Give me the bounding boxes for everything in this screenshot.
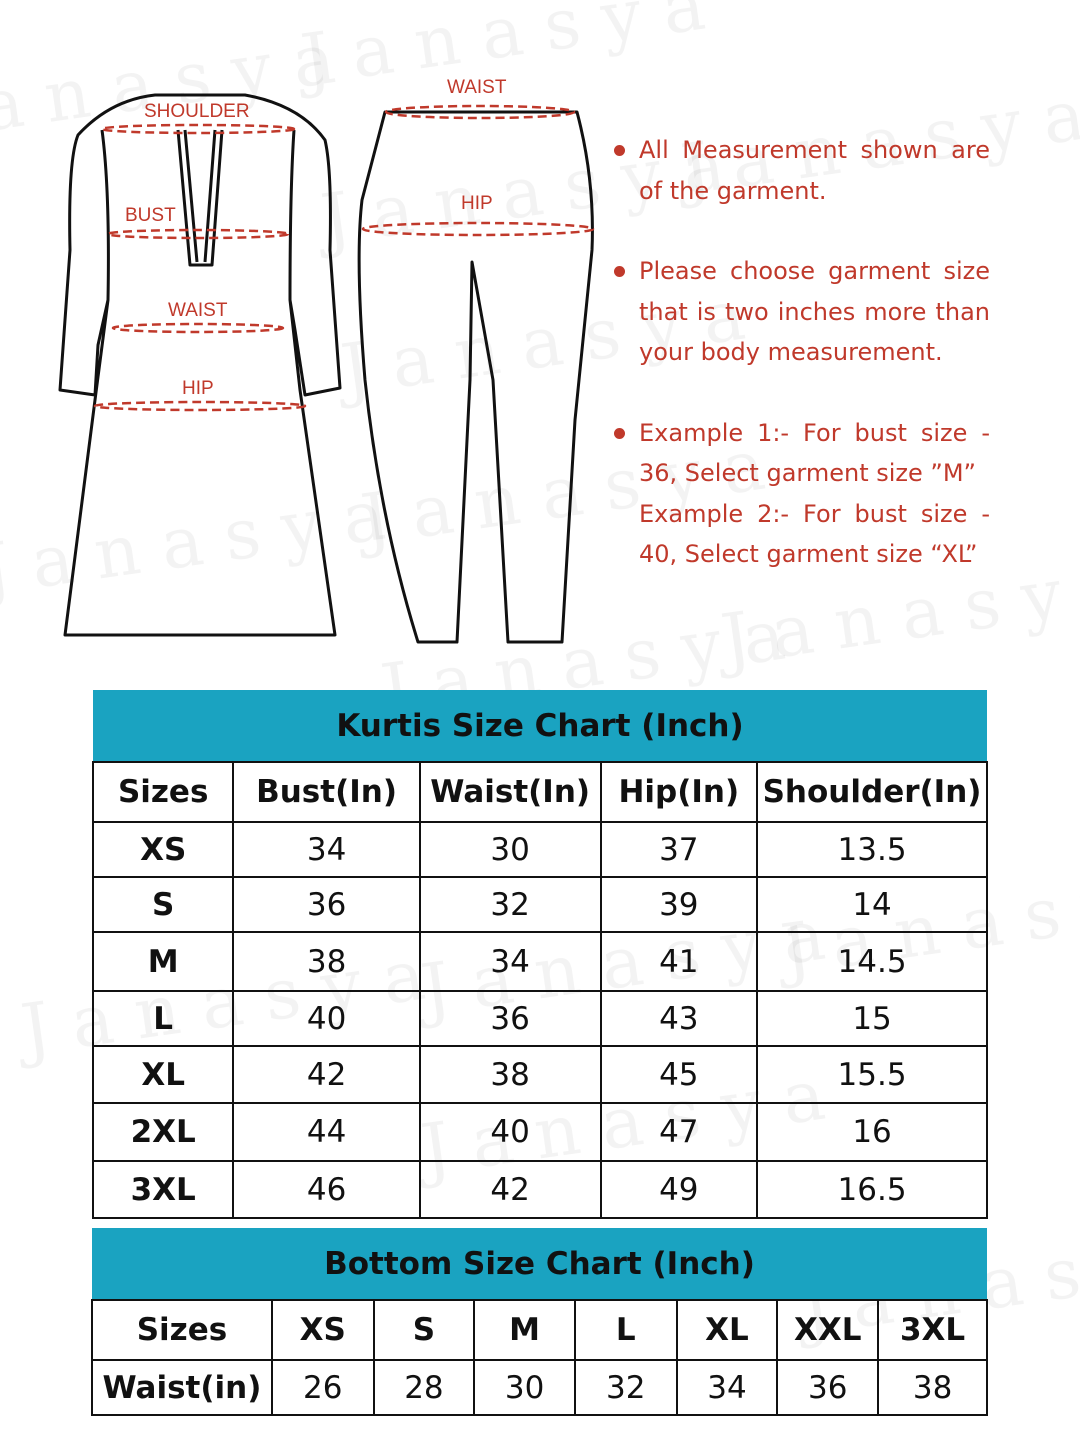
value-cell: 40 [233, 991, 419, 1046]
value-cell: 30 [420, 822, 601, 877]
value-cell: 46 [233, 1161, 419, 1218]
label-shoulder: SHOULDER [144, 101, 250, 122]
column-header: S [374, 1300, 475, 1360]
note-item: Please choose garment size that is two inches more than your body measurement. [612, 251, 990, 373]
table-row [93, 1161, 987, 1218]
value-cell: 32 [420, 877, 601, 932]
label-pant-hip: HIP [461, 193, 493, 214]
value-cell: 39 [601, 877, 758, 932]
value-cell: 15.5 [757, 1046, 987, 1103]
bottom-chart-title: Bottom Size Chart (Inch) [92, 1228, 987, 1300]
column-header: XXL [777, 1300, 878, 1360]
column-header: Bust(In) [233, 762, 419, 822]
table-row [93, 1103, 987, 1161]
label-hip: HIP [182, 378, 214, 399]
value-cell: 34 [233, 822, 419, 877]
value-cell: 32 [575, 1360, 677, 1415]
note-item: All Measurement shown are of the garment. [612, 130, 990, 211]
value-cell: 49 [601, 1161, 758, 1218]
note-item: Example 1:- For bust size - 36, Select garment size ”M” Example 2:- For bust size - 40, Select garment size “XL” [612, 413, 990, 575]
label-waist: WAIST [168, 300, 228, 321]
column-header: Waist(In) [420, 762, 601, 822]
row-label: Waist(in) [92, 1360, 272, 1415]
pant-illustration [359, 112, 592, 642]
value-cell: 13.5 [757, 822, 987, 877]
value-cell: 16.5 [757, 1161, 987, 1218]
value-cell: 47 [601, 1103, 758, 1161]
value-cell: 42 [233, 1046, 419, 1103]
label-pant-waist: WAIST [447, 77, 507, 98]
table-row [93, 932, 987, 991]
table-row [93, 1046, 987, 1103]
value-cell: 30 [474, 1360, 575, 1415]
value-cell: 28 [374, 1360, 475, 1415]
value-cell: 42 [420, 1161, 601, 1218]
column-header: M [474, 1300, 575, 1360]
table-row [93, 991, 987, 1046]
column-header: 3XL [878, 1300, 987, 1360]
measurement-notes [612, 130, 990, 575]
value-cell: 40 [420, 1103, 601, 1161]
value-cell: 38 [233, 932, 419, 991]
value-cell: 37 [601, 822, 758, 877]
size-cell: 2XL [93, 1103, 233, 1161]
column-header: XL [677, 1300, 778, 1360]
column-header: Sizes [93, 762, 233, 822]
table-header-row [93, 762, 987, 822]
table-header-row [92, 1300, 987, 1360]
value-cell: 34 [420, 932, 601, 991]
size-cell: XL [93, 1046, 233, 1103]
value-cell: 36 [233, 877, 419, 932]
value-cell: 14 [757, 877, 987, 932]
table-row [93, 877, 987, 932]
column-header: Shoulder(In) [757, 762, 987, 822]
table-row [93, 822, 987, 877]
value-cell: 14.5 [757, 932, 987, 991]
size-cell: 3XL [93, 1161, 233, 1218]
size-cell: L [93, 991, 233, 1046]
value-cell: 26 [272, 1360, 374, 1415]
value-cell: 15 [757, 991, 987, 1046]
size-cell: M [93, 932, 233, 991]
value-cell: 36 [777, 1360, 878, 1415]
table-row [92, 1360, 987, 1415]
column-header: L [575, 1300, 677, 1360]
value-cell: 38 [878, 1360, 987, 1415]
size-cell: XS [93, 822, 233, 877]
value-cell: 36 [420, 991, 601, 1046]
column-header: XS [272, 1300, 374, 1360]
bottom-size-chart [91, 1228, 988, 1416]
size-cell: S [93, 877, 233, 932]
value-cell: 16 [757, 1103, 987, 1161]
kurtis-chart-title: Kurtis Size Chart (Inch) [93, 690, 987, 762]
value-cell: 34 [677, 1360, 778, 1415]
value-cell: 43 [601, 991, 758, 1046]
value-cell: 41 [601, 932, 758, 991]
label-bust: BUST [125, 205, 176, 226]
value-cell: 44 [233, 1103, 419, 1161]
value-cell: 38 [420, 1046, 601, 1103]
value-cell: 45 [601, 1046, 758, 1103]
column-header: Hip(In) [601, 762, 758, 822]
column-header: Sizes [92, 1300, 272, 1360]
kurtis-size-chart [92, 690, 988, 1219]
